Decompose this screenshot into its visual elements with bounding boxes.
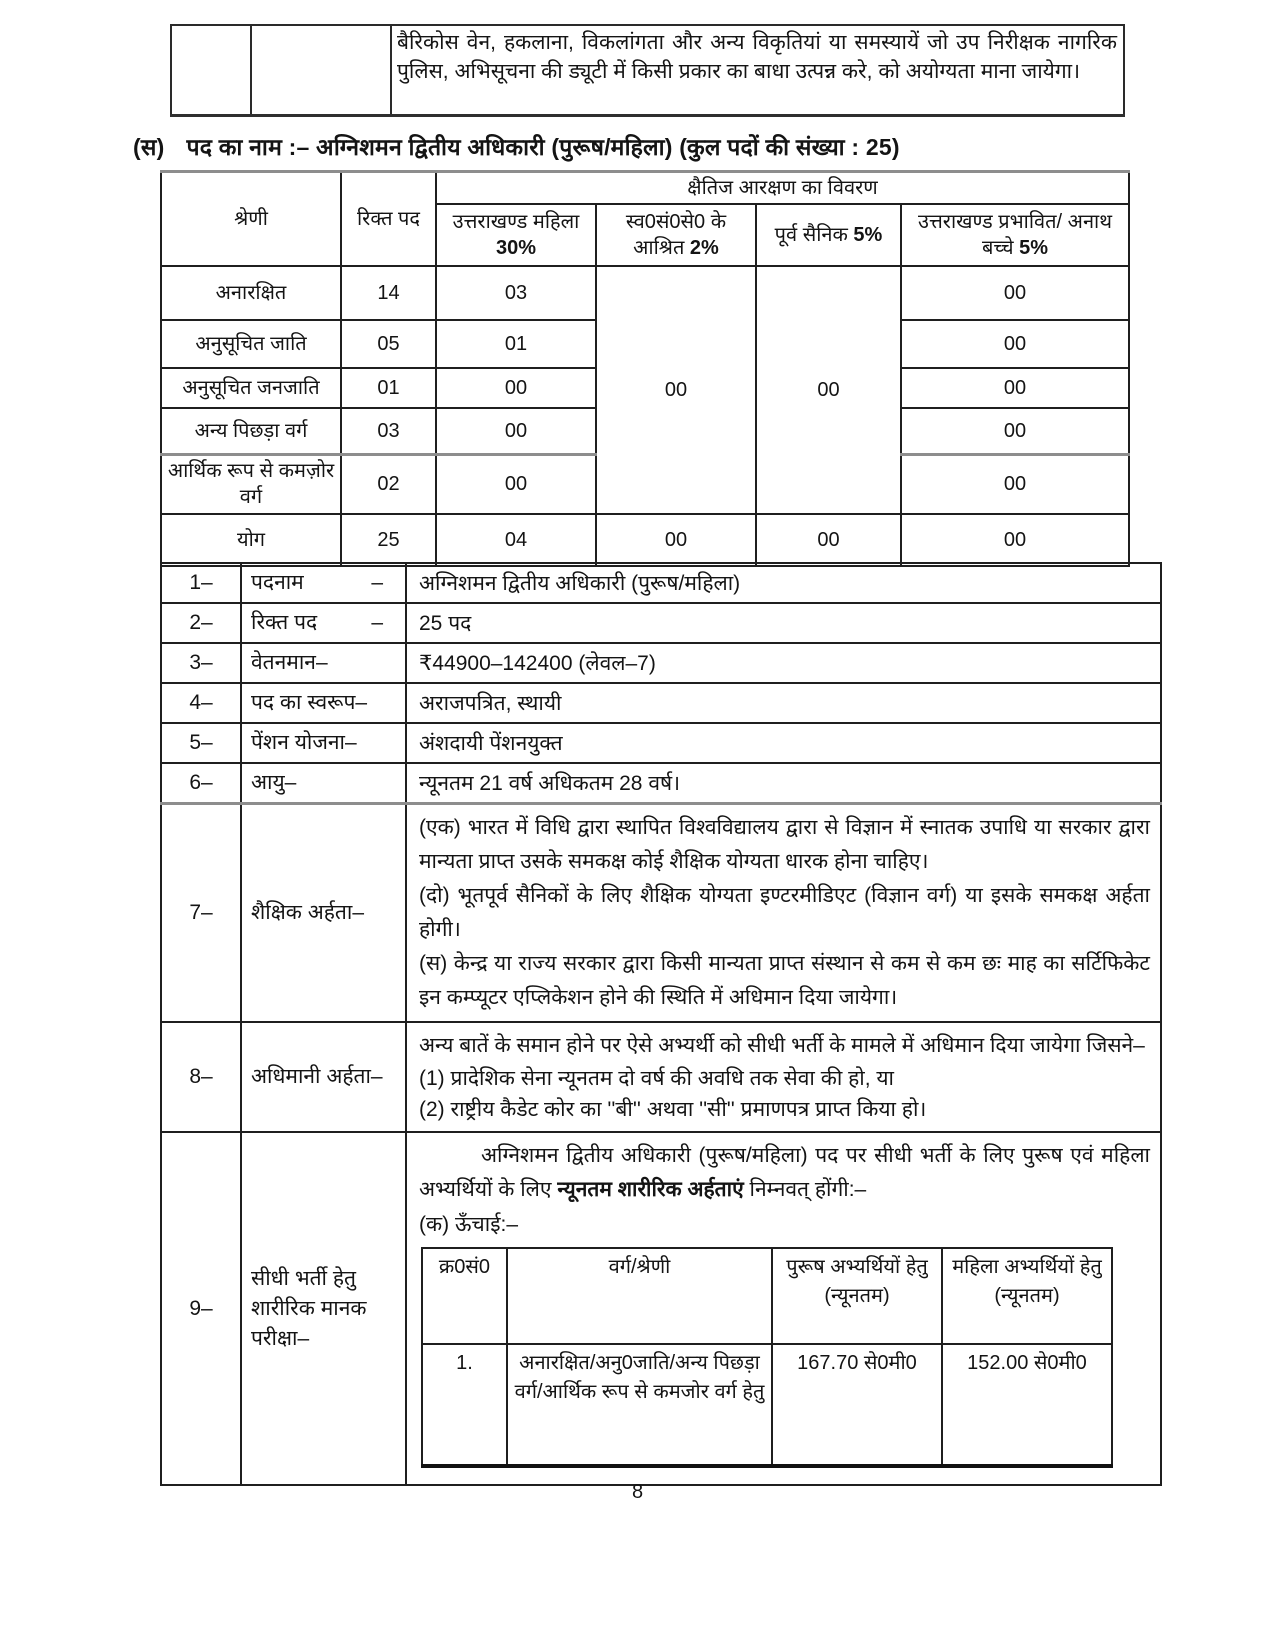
item-row-preferential-qualification [161,1022,1161,1132]
cell-orphan: 00 [901,408,1129,454]
item-number: 7– [161,804,241,1023]
cell-women: 00 [436,368,596,408]
height-clause-label: (क) ऊँचाई:– [419,1213,519,1236]
section-heading [133,130,1133,162]
height-table-header-row [422,1248,1112,1344]
header-class-category: वर्ग/श्रेणी [507,1248,772,1344]
cell-class-category: अनारक्षित/अनु0जाति/अन्य पिछड़ा वर्ग/आर्थिक रूप से कमजोर वर्ग हेतु [507,1344,772,1466]
cell-orphan: 00 [901,266,1129,320]
item-label: सीधी भर्ती हेतु शारीरिक मानक परीक्षा– [241,1132,406,1485]
cell-category: अन्य पिछड़ा वर्ग [161,408,341,454]
reservation-table [160,170,1130,567]
header-orphans: उत्तराखण्ड प्रभावित/ अनाथ बच्चे 5% [901,204,1129,266]
preference-clause: (2) राष्ट्रीय कैडेट कोर का ''बी'' अथवा ''सी'' प्रमाणपत्र प्राप्त किया हो। [419,1098,927,1121]
section-heading-prefix: (स) [133,134,165,160]
cell-vacant: 01 [341,368,436,408]
item-value: अराजपत्रित, स्थायी [406,683,1161,723]
header-uk-women: उत्तराखण्ड महिला 30% [436,204,596,266]
cell-male-height: 167.70 से0मी0 [772,1344,942,1466]
continuation-cell-number [171,25,251,115]
cell-category: अनुसूचित जाति [161,320,341,368]
cell-orphan: 00 [901,368,1129,408]
preference-paragraph: अन्य बातें के समान होने पर ऐसे अभ्यर्थी को सीधी भर्ती के मामले में अधिमान दिया जायेगा जिसने– [419,1034,1145,1057]
item-label: शैक्षिक अर्हता– [241,804,406,1023]
continuation-table [170,24,1125,117]
header-female-min: महिला अभ्यर्थियों हेतु (न्यूनतम) [942,1248,1112,1344]
item-number: 6– [161,763,241,804]
item-number: 3– [161,643,241,683]
qualification-paragraph: (दो) भूतपूर्व सैनिकों के लिए शैक्षिक योग्यता इण्टरमीडिएट (विज्ञान वर्ग) या इसके समकक्ष अर्हता होगी। [419,884,1150,941]
item-label: आयु– [241,763,406,804]
item-label: पदनाम – [241,563,406,603]
cell-category: अनारक्षित [161,266,341,320]
item-label: वेतनमान– [241,643,406,683]
item-label: अधिमानी अर्हता– [241,1022,406,1132]
cell-category: आर्थिक रूप से कमज़ोर वर्ग [161,454,341,514]
cell-vacant: 14 [341,266,436,320]
continuation-cell-text [391,25,1124,115]
header-horizontal-reservation: क्षैतिज आरक्षण का विवरण [436,172,1129,205]
cell-total-ex-servicemen: 00 [756,514,901,566]
item-number: 5– [161,723,241,763]
header-male-min: पुरूष अभ्यर्थियों हेतु (न्यूनतम) [772,1248,942,1344]
item-row-age [161,763,1161,804]
item-value [406,1132,1161,1485]
item-number: 2– [161,603,241,643]
header-ex-servicemen: पूर्व सैनिक 5% [756,204,901,266]
cell-ex-servicemen-merged: 00 [756,266,901,514]
header-serial-no: क्र0सं0 [422,1248,507,1344]
item-number: 9– [161,1132,241,1485]
item-label: पद का स्वरूप– [241,683,406,723]
item-row-educational-qualification [161,804,1161,1023]
cell-women: 01 [436,320,596,368]
header-vacant-posts: रिक्त पद [341,172,436,267]
item-value: अग्निशमन द्वितीय अधिकारी (पुरूष/महिला) [406,563,1161,603]
cell-dependents-merged: 00 [596,266,756,514]
total-row [161,514,1129,566]
item-number: 8– [161,1022,241,1132]
item-label: पेंशन योजना– [241,723,406,763]
cell-vacant: 02 [341,454,436,514]
item-value [406,1022,1161,1132]
height-table [421,1247,1113,1468]
cell-female-height: 152.00 से0मी0 [942,1344,1112,1466]
cell-women: 03 [436,266,596,320]
qualification-paragraph: (एक) भारत में विधि द्वारा स्थापित विश्वविद्यालय द्वारा से विज्ञान में स्नातक उपाधि या सरकार द्वारा मान्यता प्राप्त उसके समकक्ष कोई शैक्षिक योग्यता धारक होना चाहिए। [419,816,1150,873]
item-value: 25 पद [406,603,1161,643]
continuation-cell-label [251,25,391,115]
cell-women: 00 [436,454,596,514]
item-row-physical-standards [161,1132,1161,1485]
item-value [406,804,1161,1023]
item-row-pension [161,723,1161,763]
qualification-paragraph: (स) केन्द्र या राज्य सरकार द्वारा किसी मान्यता प्राप्त संस्थान से कम से कम छः माह का सर्टिफिकेट इन कम्प्यूटर एप्लिकेशन होने की स्थिति में अधिमान दिया जायेगा। [419,952,1150,1009]
cell-orphan: 00 [901,320,1129,368]
cell-total-vacant: 25 [341,514,436,566]
cell-total-women: 04 [436,514,596,566]
preference-clause: (1) प्रादेशिक सेना न्यूनतम दो वर्ष की अवधि तक सेवा की हो, या [419,1067,894,1090]
item-label: रिक्त पद – [241,603,406,643]
continuation-row [171,25,1124,115]
reservation-header-row-1 [161,172,1129,205]
cell-total-label: योग [161,514,341,566]
section-heading-title: पद का नाम :– अग्निशमन द्वितीय अधिकारी (पुरूष/महिला) (कुल पदों की संख्या : 25) [186,134,900,160]
label-dash: – [371,571,383,594]
table-row [161,266,1129,320]
cell-vacant: 05 [341,320,436,368]
item-value: ₹44900–142400 (लेवल–7) [406,643,1161,683]
height-table-row [422,1344,1112,1466]
item-value: अंशदायी पेंशनयुक्त [406,723,1161,763]
item-number: 4– [161,683,241,723]
physical-standards-intro: अग्निशमन द्वितीय अधिकारी (पुरूष/महिला) पद पर सीधी भर्ती के लिए पुरूष एवं महिला अभ्यर्थियों के लिए न्यूनतम शारीरिक अर्हताएं निम्नवत् होंगी:– [419,1144,1150,1201]
item-number: 1– [161,563,241,603]
item-row-vacancies [161,603,1161,643]
bold-minimum-physical: न्यूनतम शारीरिक अर्हताएं [557,1178,744,1201]
item-row-pay-scale [161,643,1161,683]
cell-serial-no: 1. [422,1344,507,1466]
cell-total-dependents: 00 [596,514,756,566]
cell-vacant: 03 [341,408,436,454]
post-details-table [160,562,1162,1486]
cell-orphan: 00 [901,454,1129,514]
item-value: न्यूनतम 21 वर्ष अधिकतम 28 वर्ष। [406,763,1161,804]
cell-category: अनुसूचित जनजाति [161,368,341,408]
page-number: 8 [631,1481,644,1503]
item-row-post-nature [161,683,1161,723]
item-row-post-name [161,563,1161,603]
cell-total-orphan: 00 [901,514,1129,566]
cell-women: 00 [436,408,596,454]
continuation-text: बैरिकोस वेन, हकलाना, विकलांगता और अन्य विकृतियां या समस्यायें जो उप निरीक्षक नागरिक पुलिस, अभिसूचना की ड्यूटी में किसी प्रकार का बाधा उत्पन्न करे, को अयोग्यता माना जायेगा। [397,31,1117,83]
header-category: श्रेणी [161,172,341,267]
header-dependents: स्व0सं0से0 के आश्रित 2% [596,204,756,266]
label-dash: – [371,611,383,634]
